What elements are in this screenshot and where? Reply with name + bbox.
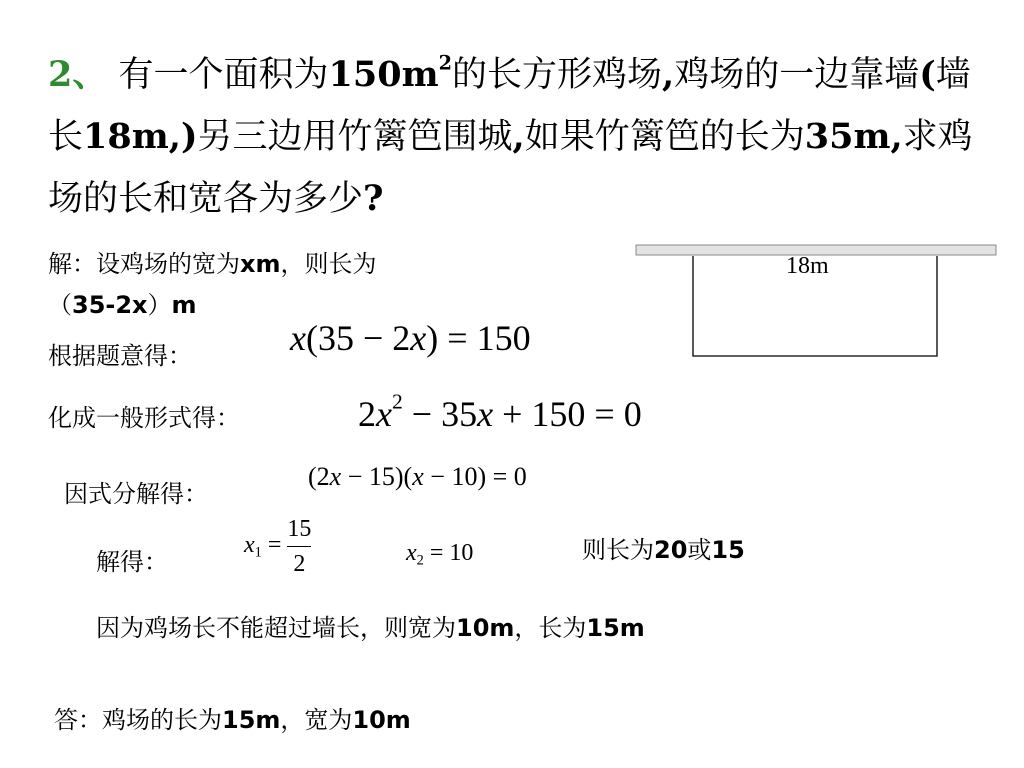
problem-text-segment: 有一个面积为 <box>118 55 329 95</box>
solution-x1: $x_1$ = $\frac{15}{2}$ <box>244 516 312 577</box>
problem-text-segment: 35m, <box>804 116 903 157</box>
problem-text-segment: 另三边用竹篱笆围城 <box>197 117 513 157</box>
problem-text-segment: ( <box>919 54 936 95</box>
setup-line-1: 解：设鸡场的宽为xm，则长为 <box>48 250 377 278</box>
problem-text-segment: ? <box>363 178 384 219</box>
step3-label: 因式分解得： <box>64 480 208 508</box>
problem-text-segment: 求鸡场的长和宽各为多少 <box>48 117 973 219</box>
problem-text-segment: 的长方形鸡场 <box>452 55 663 95</box>
problem-text-segment: 150m <box>328 54 439 95</box>
problem-number: 2、 <box>48 54 108 95</box>
problem-statement <box>48 44 998 230</box>
wall-length-label: 18m <box>786 253 829 279</box>
fraction: $\frac{15}{2}$ <box>287 516 312 577</box>
problem-text-segment: , <box>662 54 675 95</box>
problem-text-segment: 鸡场的一边靠墙 <box>674 55 920 95</box>
equation-2: $2x^2 - 35x + 150 = 0$ <box>358 389 642 434</box>
problem-text-segment: 如果竹篱笆的长为 <box>524 117 805 157</box>
length-note: 则长为20或15 <box>582 536 745 564</box>
problem-text-segment: 18m,) <box>83 116 198 157</box>
problem-text-segment: , <box>512 116 525 157</box>
step2-label: 化成一般形式得： <box>48 404 240 432</box>
answer-line: 答：鸡场的长为15m，宽为10m <box>54 706 411 734</box>
step1-label: 根据题意得： <box>48 342 192 370</box>
equation-3: (2x − 15)(x − 10) = 0 <box>308 462 527 491</box>
equation-1: x(35 − 2x) = 150 <box>290 318 531 358</box>
step4-label: 解得： <box>96 548 168 576</box>
problem-text-segment: 2 <box>438 51 453 75</box>
reason-line: 因为鸡场长不能超过墙长，则宽为10m，长为15m <box>96 614 645 642</box>
problem-text-segment: 墙长 <box>48 55 971 157</box>
setup-line-2: （35-2x）m <box>48 291 197 319</box>
solution-x2: $x_2 = 10$ <box>406 540 474 569</box>
